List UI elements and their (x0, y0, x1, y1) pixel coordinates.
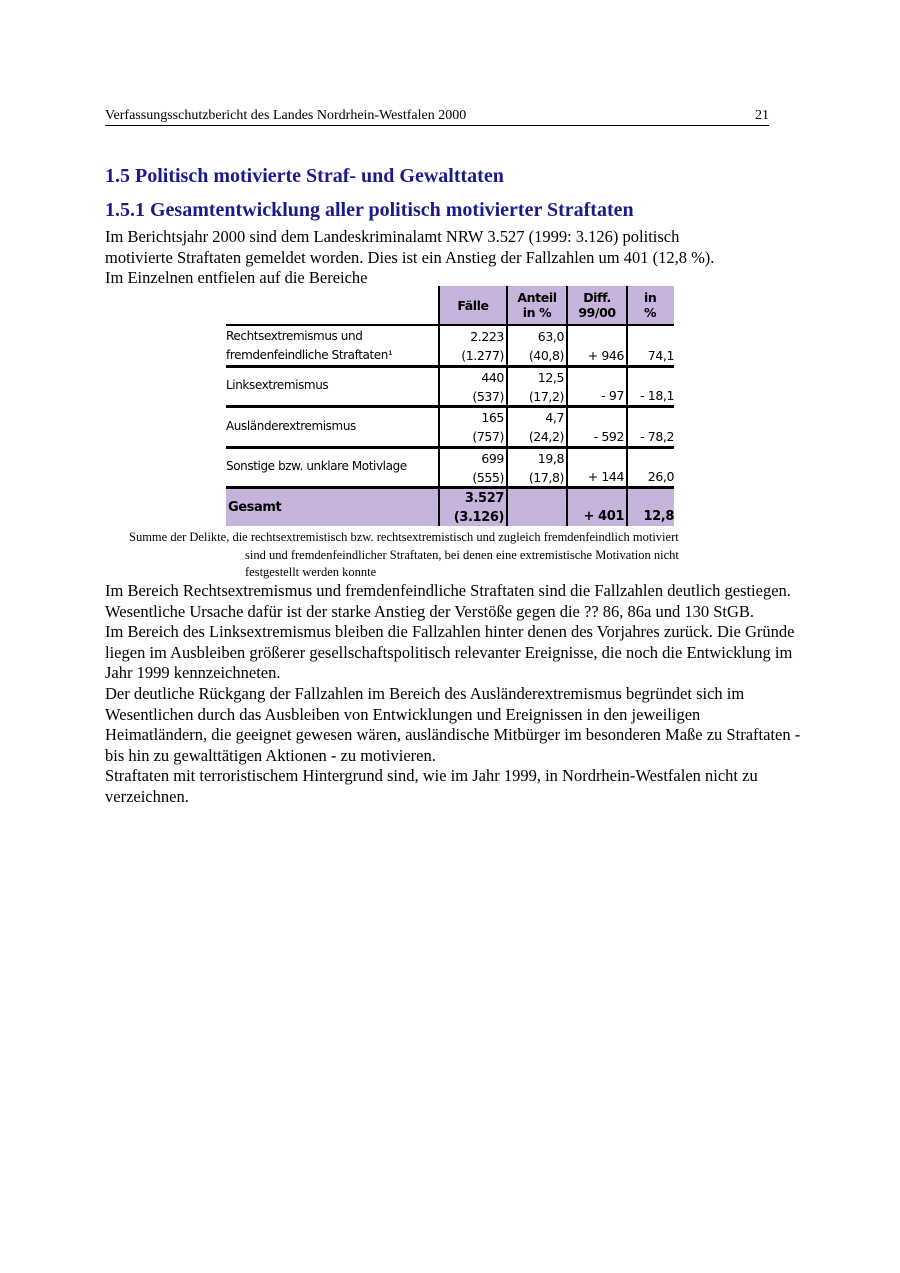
cell-faelle-2000: 165 (481, 410, 504, 425)
cell-faelle-1999: (757) (472, 429, 504, 444)
cell-in-percent: - 78,2 (640, 429, 674, 444)
row-label: Sonstige bzw. unklare Motivlage (226, 459, 407, 473)
total-label: Gesamt (228, 500, 282, 515)
cell-anteil-2000: 19,8 (537, 451, 564, 466)
col-header-anteil (508, 286, 566, 324)
intro-line: Im Einzelnen entfielen auf die Bereiche (105, 268, 368, 288)
cell-anteil-1999: (17,2) (528, 389, 564, 404)
cell-anteil-1999: (17,8) (528, 470, 564, 485)
intro-line: motivierte Straftaten gemeldet worden. Dies ist ein Anstieg der Fallzahlen um 401 (12,8 %). (105, 247, 715, 267)
statistics-table (226, 286, 674, 526)
cell-faelle (440, 449, 504, 487)
cell-anteil-1999: (40,8) (528, 348, 564, 363)
row-label-line1: Rechtsextremismus und (226, 329, 363, 343)
cell-anteil-2000: 4,7 (545, 410, 564, 425)
cell-in-percent: 26,0 (647, 469, 674, 484)
paragraph: Im Bereich Rechtsextremismus und fremdenfeindliche Straftaten sind die Fallzahlen deutlich gestiegen. Wesentliche Ursache dafür ist der starke Anstieg der Verstöße gegen die ?? 86, 86a und 130 StGB. (105, 581, 791, 621)
total-faelle (440, 489, 504, 527)
paragraph: Straftaten mit terroristischem Hintergrund sind, wie im Jahr 1999, in Nordrhein-Westfalen nicht zu verzeichnen. (105, 766, 758, 806)
footnote-line: festgestellt werden konnte (245, 565, 377, 579)
cell-anteil (508, 327, 564, 365)
cell-anteil-2000: 12,5 (537, 370, 564, 385)
footnote-line: sind und fremdenfeindlicher Straftaten, bei denen eine extremistische Motivation nicht (245, 547, 679, 562)
cell-diff: - 97 (601, 388, 624, 403)
footnote-line: Summe der Delikte, die rechtsextremistisch bzw. rechtsextremistisch und zugleich fremdenfeindlich motiviert (129, 530, 679, 544)
col-header-diff-line2: 99/00 (578, 305, 616, 320)
cell-faelle-2000: 440 (481, 370, 504, 385)
total-in-percent: 12,8 (643, 509, 674, 524)
col-header-faelle-text: Fälle (457, 297, 489, 313)
cell-in-percent: - 18,1 (640, 388, 674, 403)
body-text (105, 581, 805, 808)
cell-faelle-1999: (1.277) (461, 348, 504, 363)
table-footnote (129, 529, 789, 582)
col-header-in-percent (628, 286, 674, 324)
cell-anteil (508, 449, 564, 487)
col-divider (506, 286, 508, 526)
col-header-anteil-line2: in % (522, 305, 552, 320)
col-divider (566, 286, 568, 526)
col-header-faelle (440, 286, 506, 324)
cell-faelle (440, 408, 504, 446)
col-header-diff (568, 286, 626, 324)
cell-anteil-2000: 63,0 (537, 329, 564, 344)
row-label (226, 327, 438, 365)
col-header-diff-line1: Diff. (583, 290, 611, 305)
cell-anteil (508, 368, 564, 406)
cell-diff: + 946 (587, 348, 624, 363)
cell-anteil-1999: (24,2) (528, 429, 564, 444)
row-label-line2: fremdenfeindliche Straftaten¹ (226, 348, 393, 362)
row-divider (226, 324, 674, 326)
cell-faelle-2000: 2.223 (470, 329, 504, 344)
subsection-heading: 1.5.1 Gesamtentwicklung aller politisch motivierter Straftaten (105, 199, 634, 221)
cell-faelle (440, 327, 504, 365)
row-label: Ausländerextremismus (226, 419, 356, 433)
intro-line: Im Berichtsjahr 2000 sind dem Landeskriminalamt NRW 3.527 (1999: 3.126) politisch (105, 227, 680, 246)
cell-diff: - 592 (593, 429, 624, 444)
page-number: 21 (755, 108, 769, 123)
cell-faelle (440, 368, 504, 406)
paragraph: Im Bereich des Linksextremismus bleiben die Fallzahlen hinter denen des Vorjahres zurück. Die Gründe liegen im Ausbleiben größerer gesellschaftspolitisch relevanter Ereignisse, die noch die Entwicklung im Jahr 1999 kennzeichneten. (105, 622, 795, 683)
total-faelle-2000: 3.527 (464, 491, 504, 506)
intro-paragraph (105, 227, 805, 289)
row-label: Linksextremismus (226, 378, 329, 392)
total-diff: + 401 (583, 509, 624, 524)
col-divider (626, 286, 628, 526)
col-header-in-line2: % (644, 305, 657, 320)
cell-anteil (508, 408, 564, 446)
section-heading: 1.5 Politisch motivierte Straf- und Gewalttaten (105, 165, 504, 187)
paragraph: Der deutliche Rückgang der Fallzahlen im Bereich des Ausländerextremismus begründet sich im Wesentlichen durch das Ausbleiben von Entwicklungen und Ereignissen in den jeweiligen Heimatländern, die geeignet gewesen wären, ausländische Mitbürger im besonderen Maße zu Straftaten - bis hin zu gewalttätigen Aktionen - zu motivieren. (105, 683, 801, 765)
cell-faelle-2000: 699 (481, 451, 504, 466)
page-header (105, 107, 769, 126)
total-faelle-1999: (3.126) (453, 510, 504, 525)
col-header-anteil-line1: Anteil (517, 290, 557, 305)
cell-in-percent: 74,1 (647, 348, 674, 363)
cell-diff: + 144 (587, 469, 624, 484)
cell-faelle-1999: (555) (472, 470, 504, 485)
col-header-in-line1: in (644, 290, 657, 305)
cell-faelle-1999: (537) (472, 389, 504, 404)
header-title: Verfassungsschutzbericht des Landes Nordrhein-Westfalen 2000 (105, 108, 467, 123)
